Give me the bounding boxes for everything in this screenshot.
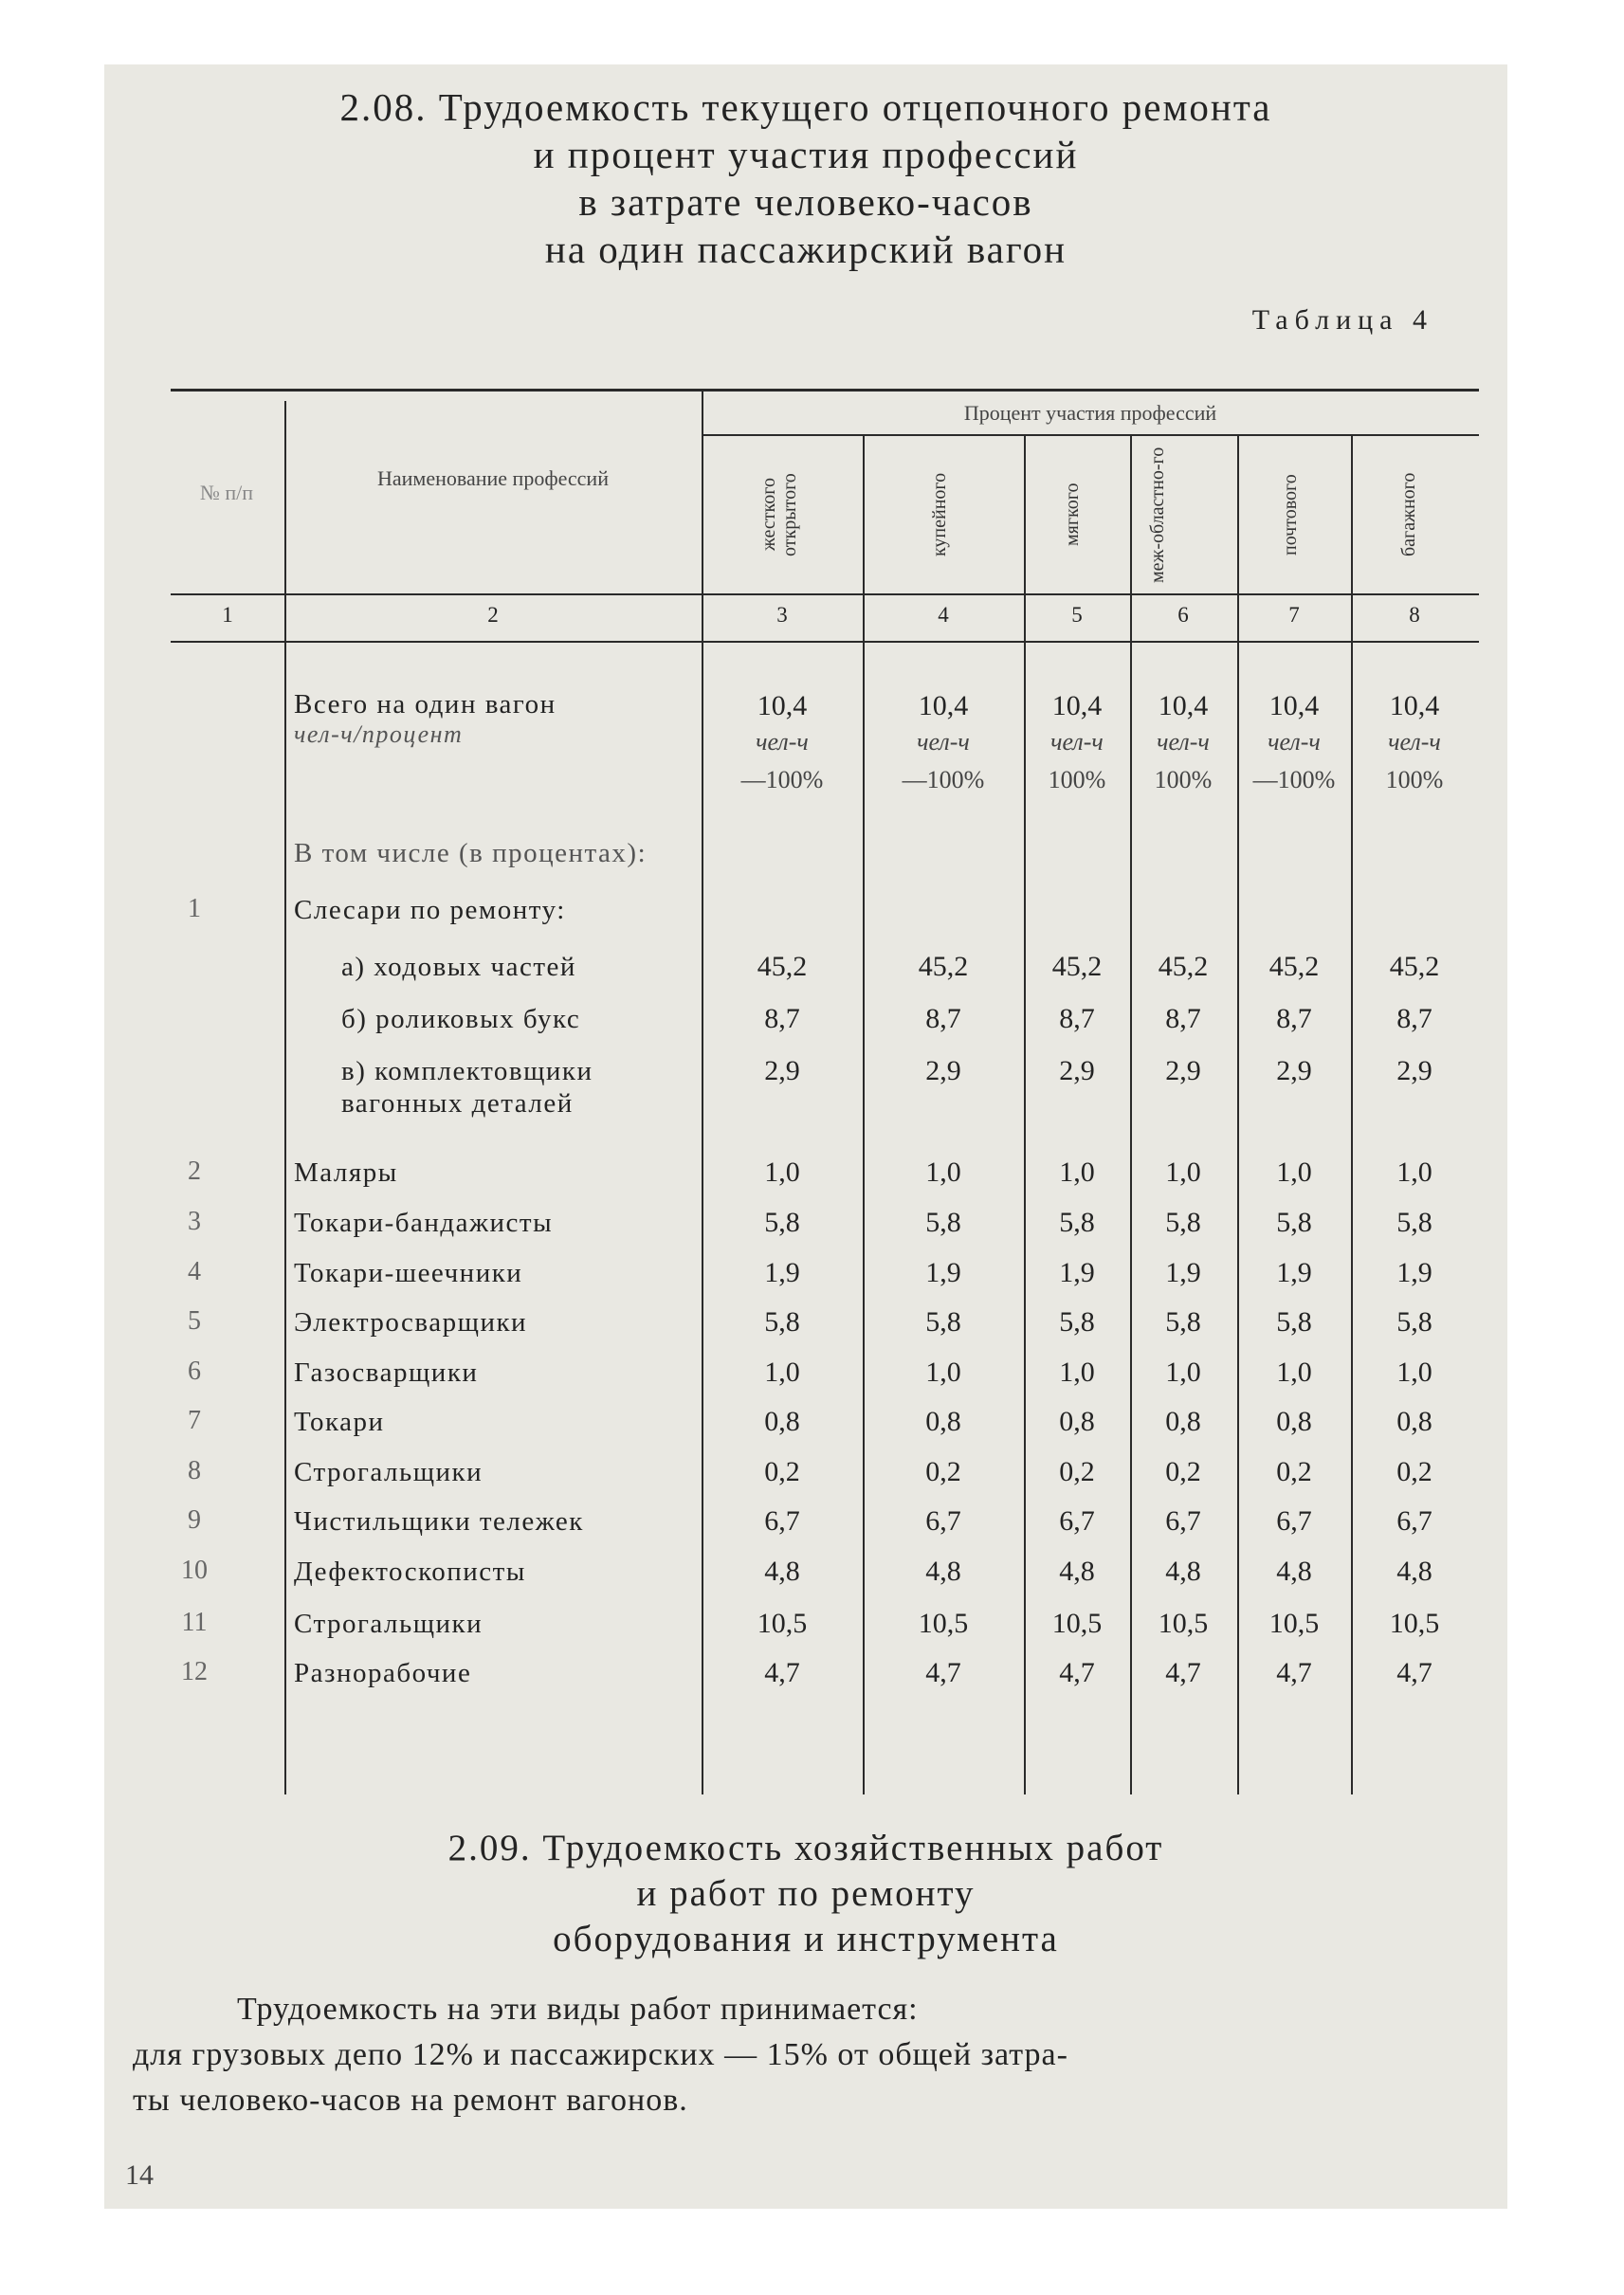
total-percent: —100% xyxy=(902,766,985,793)
percent-value: 6,7 xyxy=(1059,1505,1095,1537)
section-2-title-line-2: и работ по ремонту xyxy=(636,1873,976,1914)
percent-value: 10,5 xyxy=(757,1608,808,1639)
percent-value: 1,0 xyxy=(1276,1357,1312,1388)
percent-value: 0,8 xyxy=(764,1406,800,1437)
percent-value: 5,8 xyxy=(925,1306,961,1338)
percent-value: 45,2 xyxy=(1051,951,1103,982)
column-divider xyxy=(1130,436,1132,1794)
column-divider xyxy=(863,436,865,1794)
percent-value: 10,5 xyxy=(1268,1608,1320,1639)
profession-label: Дефектоскописты xyxy=(294,1557,526,1587)
column-number: 4 xyxy=(938,603,949,627)
percent-value: 10,5 xyxy=(918,1608,969,1639)
header-col-interregional: меж-областно-го xyxy=(1147,446,1168,583)
percent-value: 45,2 xyxy=(1268,951,1320,982)
percent-value: 10,5 xyxy=(1389,1608,1440,1639)
total-unit: чел-ч xyxy=(756,728,809,756)
percent-value: 1,0 xyxy=(925,1157,961,1188)
percent-value: 8,7 xyxy=(764,1003,800,1034)
percent-value: 1,0 xyxy=(1396,1357,1432,1388)
percent-value: 2,9 xyxy=(764,1055,800,1086)
percent-value: 45,2 xyxy=(757,951,808,982)
percent-value: 4,8 xyxy=(1276,1556,1312,1587)
percent-value: 45,2 xyxy=(1158,951,1209,982)
profession-label: Токари-шеечники xyxy=(294,1258,523,1288)
percent-value: 5,8 xyxy=(1059,1306,1095,1338)
column-number: 7 xyxy=(1288,603,1300,627)
percent-value: 5,8 xyxy=(1396,1207,1432,1238)
percent-value: 1,9 xyxy=(764,1257,800,1288)
percent-value: 8,7 xyxy=(1396,1003,1432,1034)
profession-label: б) роликовых букс xyxy=(341,1004,581,1034)
column-number: 8 xyxy=(1409,603,1420,627)
percent-value: 0,2 xyxy=(1165,1456,1201,1487)
percent-value: 45,2 xyxy=(918,951,969,982)
total-percent: —100% xyxy=(1252,766,1336,793)
table-title-line-2: и процент участия профессий xyxy=(533,133,1079,176)
percent-value: 4,7 xyxy=(1165,1657,1201,1688)
profession-label: Слесари по ремонту: xyxy=(294,895,566,925)
profession-label: Разнорабочие xyxy=(294,1658,472,1688)
percent-value: 6,7 xyxy=(1396,1505,1432,1537)
row-number: 9 xyxy=(188,1505,201,1535)
percent-value: 0,2 xyxy=(764,1456,800,1487)
percent-value: 1,9 xyxy=(1396,1257,1432,1288)
percent-value: 1,0 xyxy=(925,1357,961,1388)
total-value: 10,4 xyxy=(1389,690,1440,721)
percent-value: 5,8 xyxy=(1276,1207,1312,1238)
table-number-label: Таблица 4 xyxy=(1251,304,1433,336)
percent-value: 0,8 xyxy=(925,1406,961,1437)
header-col-hard-open: жесткого открытого xyxy=(758,473,800,556)
profession-label: Газосварщики xyxy=(294,1357,479,1388)
percent-value: 1,0 xyxy=(1059,1157,1095,1188)
percent-value: 8,7 xyxy=(1276,1003,1312,1034)
total-unit: чел-ч xyxy=(1157,728,1210,756)
percent-value: 0,8 xyxy=(1276,1406,1312,1437)
percent-value: 0,2 xyxy=(1396,1456,1432,1487)
percent-value: 6,7 xyxy=(925,1505,961,1537)
total-row-unit-label: чел-ч/процент xyxy=(294,720,464,748)
percent-value: 5,8 xyxy=(764,1306,800,1338)
percent-value: 1,0 xyxy=(764,1357,800,1388)
row-number: 8 xyxy=(188,1456,201,1485)
percent-value: 5,8 xyxy=(1276,1306,1312,1338)
column-divider xyxy=(1351,436,1353,1794)
percent-value: 1,0 xyxy=(764,1157,800,1188)
total-value: 10,4 xyxy=(757,690,808,721)
total-value: 10,4 xyxy=(1051,690,1103,721)
paragraph-line-2: для грузовых депо 12% и пассажирских — 15% от общей затра- xyxy=(133,2037,1068,2072)
percent-value: 5,8 xyxy=(1396,1306,1432,1338)
column-number: 6 xyxy=(1177,603,1189,627)
percent-value: 1,9 xyxy=(1059,1257,1095,1288)
percent-value: 1,9 xyxy=(1165,1257,1201,1288)
percent-value: 4,7 xyxy=(1396,1657,1432,1688)
percent-value: 4,7 xyxy=(764,1657,800,1688)
profession-label: а) ходовых частей xyxy=(341,952,576,982)
row-number: 4 xyxy=(188,1257,201,1286)
paragraph-line-1: Трудоемкость на эти виды работ принимается: xyxy=(237,1992,919,2027)
column-divider xyxy=(702,392,703,1794)
percent-value: 5,8 xyxy=(764,1207,800,1238)
profession-label: Токари xyxy=(294,1407,385,1437)
header-group-rule xyxy=(702,434,1479,436)
percent-value: 2,9 xyxy=(1396,1055,1432,1086)
section-2-title-line-3: оборудования и инструмента xyxy=(553,1919,1059,1959)
percent-value: 4,7 xyxy=(1059,1657,1095,1688)
table-title-line-3: в затрате человеко-часов xyxy=(578,180,1033,224)
row-number: 7 xyxy=(188,1406,201,1435)
header-profession-name: Наименование профессий xyxy=(377,466,609,490)
column-number: 5 xyxy=(1071,603,1083,627)
profession-label: Чистильщики тележек xyxy=(294,1506,584,1537)
percent-value: 4,8 xyxy=(925,1556,961,1587)
total-percent: 100% xyxy=(1154,766,1213,793)
total-unit: чел-ч xyxy=(1268,728,1321,756)
percent-value: 1,0 xyxy=(1276,1157,1312,1188)
section-2-title-line-1: 2.09. Трудоемкость хозяйственных работ xyxy=(447,1828,1164,1868)
header-row-number: № п/п xyxy=(199,481,254,504)
total-percent: 100% xyxy=(1048,766,1106,793)
column-divider xyxy=(284,401,286,1794)
percent-value: 10,5 xyxy=(1158,1608,1209,1639)
percent-value: 0,8 xyxy=(1396,1406,1432,1437)
percent-value: 1,0 xyxy=(1165,1157,1201,1188)
percent-value: 1,9 xyxy=(1276,1257,1312,1288)
profession-label: Строгальщики xyxy=(294,1609,484,1639)
row-number: 2 xyxy=(188,1157,201,1186)
percent-value: 4,8 xyxy=(1059,1556,1095,1587)
percent-value: 4,7 xyxy=(1276,1657,1312,1688)
percent-value: 0,2 xyxy=(1276,1456,1312,1487)
percent-value: 1,0 xyxy=(1165,1357,1201,1388)
row-number: 10 xyxy=(181,1556,208,1585)
profession-label: Строгальщики xyxy=(294,1457,484,1487)
percent-value: 0,8 xyxy=(1165,1406,1201,1437)
column-number-rule xyxy=(171,641,1479,643)
column-divider xyxy=(1024,436,1026,1794)
total-unit: чел-ч xyxy=(917,728,970,756)
page-number: 14 xyxy=(125,2159,154,2191)
header-participation-group: Процент участия профессий xyxy=(963,401,1217,425)
total-unit: чел-ч xyxy=(1388,728,1441,756)
percent-value: 45,2 xyxy=(1389,951,1440,982)
percent-value: 1,9 xyxy=(925,1257,961,1288)
column-divider xyxy=(1237,436,1239,1794)
row-number: 12 xyxy=(181,1657,208,1686)
percent-value: 6,7 xyxy=(1165,1505,1201,1537)
header-col-soft: мягкого xyxy=(1062,483,1083,547)
percent-value: 4,8 xyxy=(1165,1556,1201,1587)
percent-value: 5,8 xyxy=(1059,1207,1095,1238)
column-number: 3 xyxy=(776,603,788,627)
percent-value: 1,0 xyxy=(1059,1357,1095,1388)
paragraph-line-3: ты человеко-часов на ремонт вагонов. xyxy=(133,2083,688,2118)
percent-value: 6,7 xyxy=(1276,1505,1312,1537)
header-bottom-rule xyxy=(171,593,1479,595)
total-percent: —100% xyxy=(740,766,824,793)
percent-value: 8,7 xyxy=(1059,1003,1095,1034)
percent-value: 2,9 xyxy=(1276,1055,1312,1086)
percent-value: 5,8 xyxy=(925,1207,961,1238)
percent-value: 5,8 xyxy=(1165,1306,1201,1338)
percent-value: 8,7 xyxy=(925,1003,961,1034)
profession-label: Токари-бандажисты xyxy=(294,1208,554,1238)
subheader-in-percent: В том числе (в процентах): xyxy=(294,838,648,868)
header-col-baggage: багажного xyxy=(1398,472,1419,557)
profession-label: Маляры xyxy=(294,1157,398,1188)
percent-value: 8,7 xyxy=(1165,1003,1201,1034)
percent-value: 2,9 xyxy=(1165,1055,1201,1086)
profession-label: в) комплектовщики вагонных деталей xyxy=(341,1056,593,1119)
profession-label: Электросварщики xyxy=(294,1307,528,1338)
table-title-line-4: на один пассажирский вагон xyxy=(544,228,1067,271)
total-unit: чел-ч xyxy=(1050,728,1104,756)
table-title-line-1: 2.08. Трудоемкость текущего отцепочного ремонта xyxy=(339,85,1272,129)
percent-value: 0,2 xyxy=(1059,1456,1095,1487)
percent-value: 10,5 xyxy=(1051,1608,1103,1639)
percent-value: 4,8 xyxy=(1396,1556,1432,1587)
total-value: 10,4 xyxy=(1158,690,1209,721)
total-value: 10,4 xyxy=(1268,690,1320,721)
row-number: 5 xyxy=(188,1306,201,1336)
row-number: 1 xyxy=(188,894,201,923)
percent-value: 0,8 xyxy=(1059,1406,1095,1437)
percent-value: 4,7 xyxy=(925,1657,961,1688)
row-number: 6 xyxy=(188,1357,201,1386)
column-number: 1 xyxy=(222,603,233,627)
percent-value: 5,8 xyxy=(1165,1207,1201,1238)
percent-value: 1,0 xyxy=(1396,1157,1432,1188)
scanned-page xyxy=(104,64,1507,2209)
header-col-compartment: купейного xyxy=(929,472,950,557)
table-top-rule xyxy=(171,389,1479,392)
percent-value: 2,9 xyxy=(1059,1055,1095,1086)
percent-value: 2,9 xyxy=(925,1055,961,1086)
header-col-postal: почтового xyxy=(1280,474,1301,556)
percent-value: 4,8 xyxy=(764,1556,800,1587)
total-percent: 100% xyxy=(1385,766,1444,793)
total-row-label: Всего на один вагон xyxy=(294,689,557,719)
total-value: 10,4 xyxy=(918,690,969,721)
percent-value: 6,7 xyxy=(764,1505,800,1537)
percent-value: 0,2 xyxy=(925,1456,961,1487)
column-number: 2 xyxy=(487,603,499,627)
row-number: 3 xyxy=(188,1207,201,1236)
row-number: 11 xyxy=(181,1608,208,1637)
